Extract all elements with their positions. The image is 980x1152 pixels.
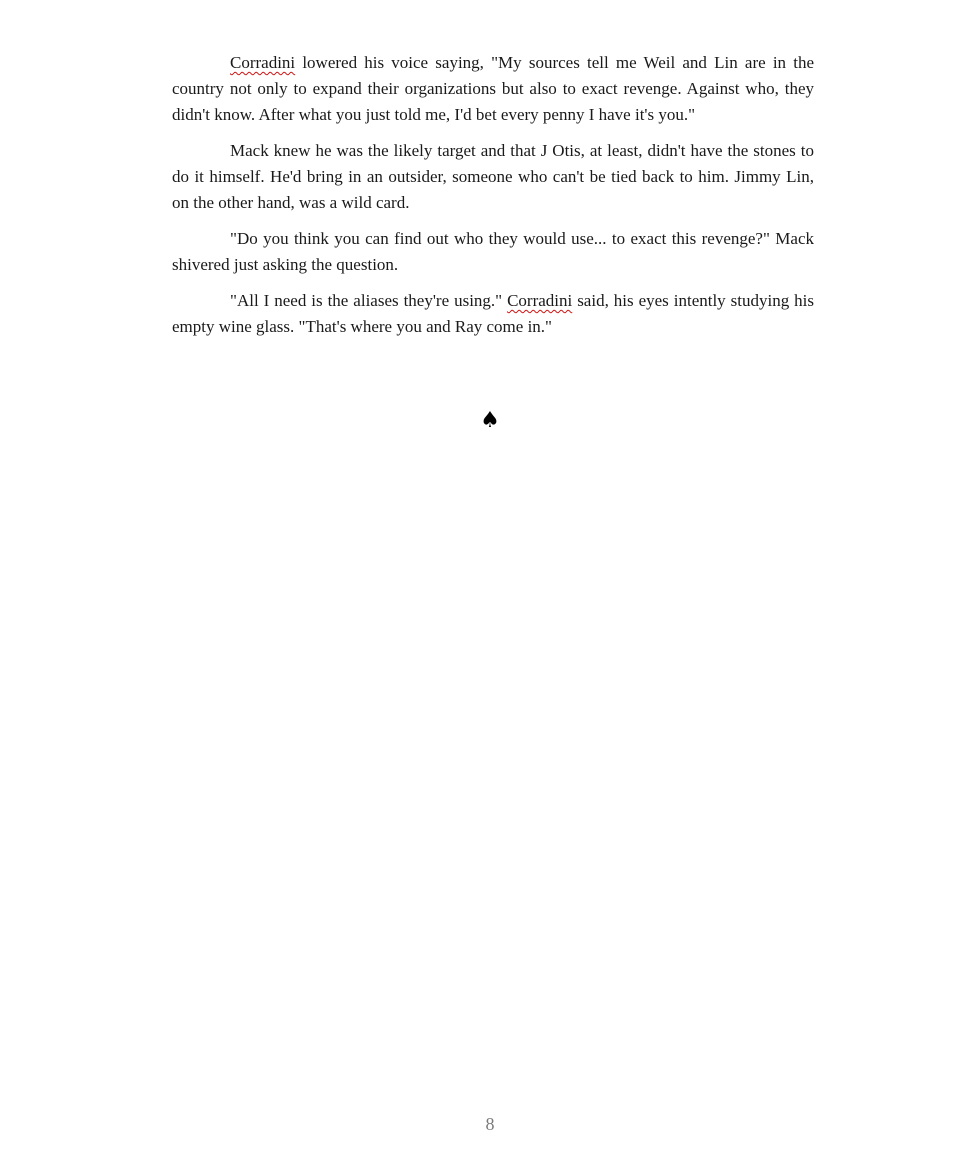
spade-icon: ♠ <box>480 408 500 433</box>
paragraph-text: "All I need is the aliases they're using." <box>230 291 508 310</box>
paragraph-4 <box>172 288 814 340</box>
paragraph-text: lowered his voice saying, "My sources tell me Weil and Lin are in the country not only to expand their organizations but also to exact revenge. Against who, they didn't know. After what you just told me, I'd bet every penny I have it's you." <box>172 53 814 124</box>
paragraph-1 <box>172 50 814 128</box>
paragraph-text: Mack knew he was the likely target and that J Otis, at least, didn't have the stones to do it himself. He'd bring in an outsider, someone who can't be tied back to him. Jimmy Lin, on the other hand, was a wild card. <box>172 141 814 212</box>
paragraph-3 <box>172 226 814 278</box>
misspelled-word[interactable]: Corradini <box>507 291 573 310</box>
section-break <box>0 408 980 434</box>
misspelled-word[interactable]: Corradini <box>230 53 296 72</box>
paragraph-text: "Do you think you can find out who they would use... to exact this revenge?" Mack shivered just asking the question. <box>172 229 814 274</box>
paragraph-text: said, his eyes intently studying his empty wine glass. "That's where you and Ray come in." <box>172 291 814 336</box>
body-text[interactable] <box>172 50 814 350</box>
page-number: 8 <box>485 1114 495 1134</box>
paragraph-2 <box>172 138 814 216</box>
